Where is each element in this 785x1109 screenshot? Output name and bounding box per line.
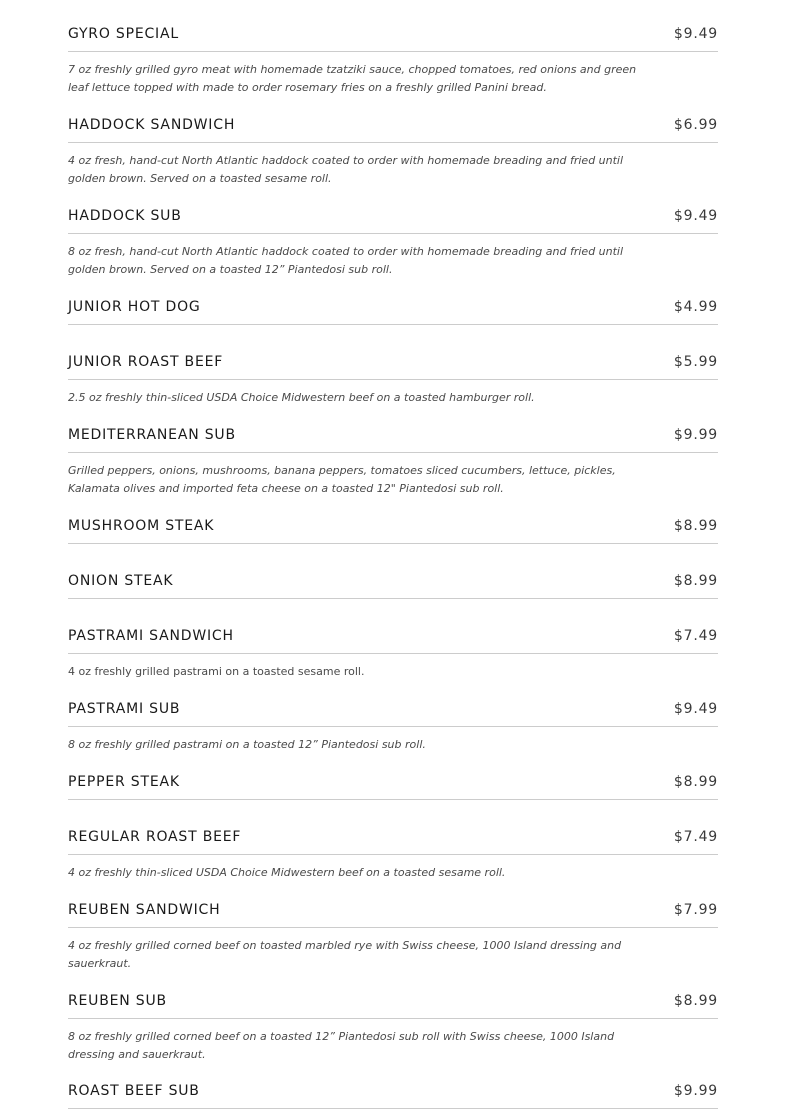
item-price: $7.49 [673,829,718,845]
item-description: Grilled peppers, onions, mushrooms, banana peppers, tomatoes sliced cucumbers, lettuce, pickles, Kalamata olives and imported feta cheese on a toasted 12" Piantedosi sub roll. [68,464,616,495]
item-name: ONION STEAK [68,573,174,589]
menu-item-header [68,573,718,599]
item-name: MUSHROOM STEAK [68,518,215,534]
menu-item-pastrami-sandwich [68,628,718,681]
item-description: 2.5 oz freshly thin-sliced USDA Choice Midwestern beef on a toasted hamburger roll. [68,391,535,404]
item-price: $9.49 [673,26,718,42]
menu-item-header [68,299,718,325]
item-price: $7.49 [673,628,718,644]
menu-item-mushroom-steak [68,518,718,544]
item-name: HADDOCK SANDWICH [68,117,236,133]
menu-item-mediterranean-sub [68,427,718,498]
menu-item-header [68,1083,718,1109]
item-name: MEDITERRANEAN SUB [68,427,236,443]
item-name: JUNIOR ROAST BEEF [68,354,224,370]
item-description: 8 oz freshly grilled pastrami on a toasted 12” Piantedosi sub roll. [68,738,426,751]
item-name: PASTRAMI SUB [68,701,181,717]
item-name: PASTRAMI SANDWICH [68,628,234,644]
item-price: $5.99 [673,354,718,370]
menu-item-junior-roast-beef [68,354,718,407]
menu-item-junior-hot-dog [68,299,718,325]
item-price: $8.99 [673,518,718,534]
menu-item-header [68,427,718,453]
menu-item-roast-beef-sub [68,1083,718,1109]
item-price: $8.99 [673,774,718,790]
item-description: 7 oz freshly grilled gyro meat with homemade tzatziki sauce, chopped tomatoes, red onions and green leaf lettuce topped with made to order rosemary fries on a freshly grilled Panini bread. [68,63,637,94]
menu-item-header [68,701,718,727]
item-price: $9.49 [673,701,718,717]
menu-item-header [68,354,718,380]
menu-item-header [68,518,718,544]
menu-item-header [68,993,718,1019]
item-description: 4 oz freshly grilled corned beef on toasted marbled rye with Swiss cheese, 1000 Island dressing and sauerkraut. [68,939,622,970]
item-price: $4.99 [673,299,718,315]
menu-item-onion-steak [68,573,718,599]
item-name: REUBEN SANDWICH [68,902,221,918]
menu-item-regular-roast-beef [68,829,718,882]
menu-item-haddock-sandwich [68,117,718,188]
menu-item-header [68,117,718,143]
item-description: 4 oz freshly thin-sliced USDA Choice Midwestern beef on a toasted sesame roll. [68,866,506,879]
menu-item-haddock-sub [68,208,718,279]
item-name: HADDOCK SUB [68,208,182,224]
item-description: 8 oz freshly grilled corned beef on a toasted 12” Piantedosi sub roll with Swiss cheese, 1000 Island dressing and sauerkraut. [68,1030,615,1061]
menu-item-pastrami-sub [68,701,718,754]
item-price: $8.99 [673,573,718,589]
item-price: $8.99 [673,993,718,1009]
item-price: $7.99 [673,902,718,918]
menu-item-header [68,208,718,234]
menu-item-pepper-steak [68,774,718,800]
item-name: JUNIOR HOT DOG [68,299,201,315]
item-price: $9.99 [673,427,718,443]
item-price: $6.99 [673,117,718,133]
item-name: GYRO SPECIAL [68,26,179,42]
menu-item-reuben-sandwich [68,902,718,973]
menu-item-header [68,628,718,654]
menu-item-header [68,902,718,928]
item-name: PEPPER STEAK [68,774,180,790]
menu-item-gyro-special [68,26,718,97]
menu-item-header [68,774,718,800]
item-name: REGULAR ROAST BEEF [68,829,242,845]
menu-item-header [68,26,718,52]
item-description: 4 oz freshly grilled pastrami on a toasted sesame roll. [68,665,365,678]
menu-item-reuben-sub [68,993,718,1064]
menu-item-header [68,829,718,855]
item-name: REUBEN SUB [68,993,167,1009]
item-price: $9.99 [673,1083,718,1099]
item-name: ROAST BEEF SUB [68,1083,200,1099]
item-description: 4 oz fresh, hand-cut North Atlantic haddock coated to order with homemade breading and fried until golden brown. Served on a toasted sesame roll. [68,154,624,185]
item-price: $9.49 [673,208,718,224]
item-description: 8 oz fresh, hand-cut North Atlantic haddock coated to order with homemade breading and fried until golden brown. Served on a toasted 12” Piantedosi sub roll. [68,245,624,276]
